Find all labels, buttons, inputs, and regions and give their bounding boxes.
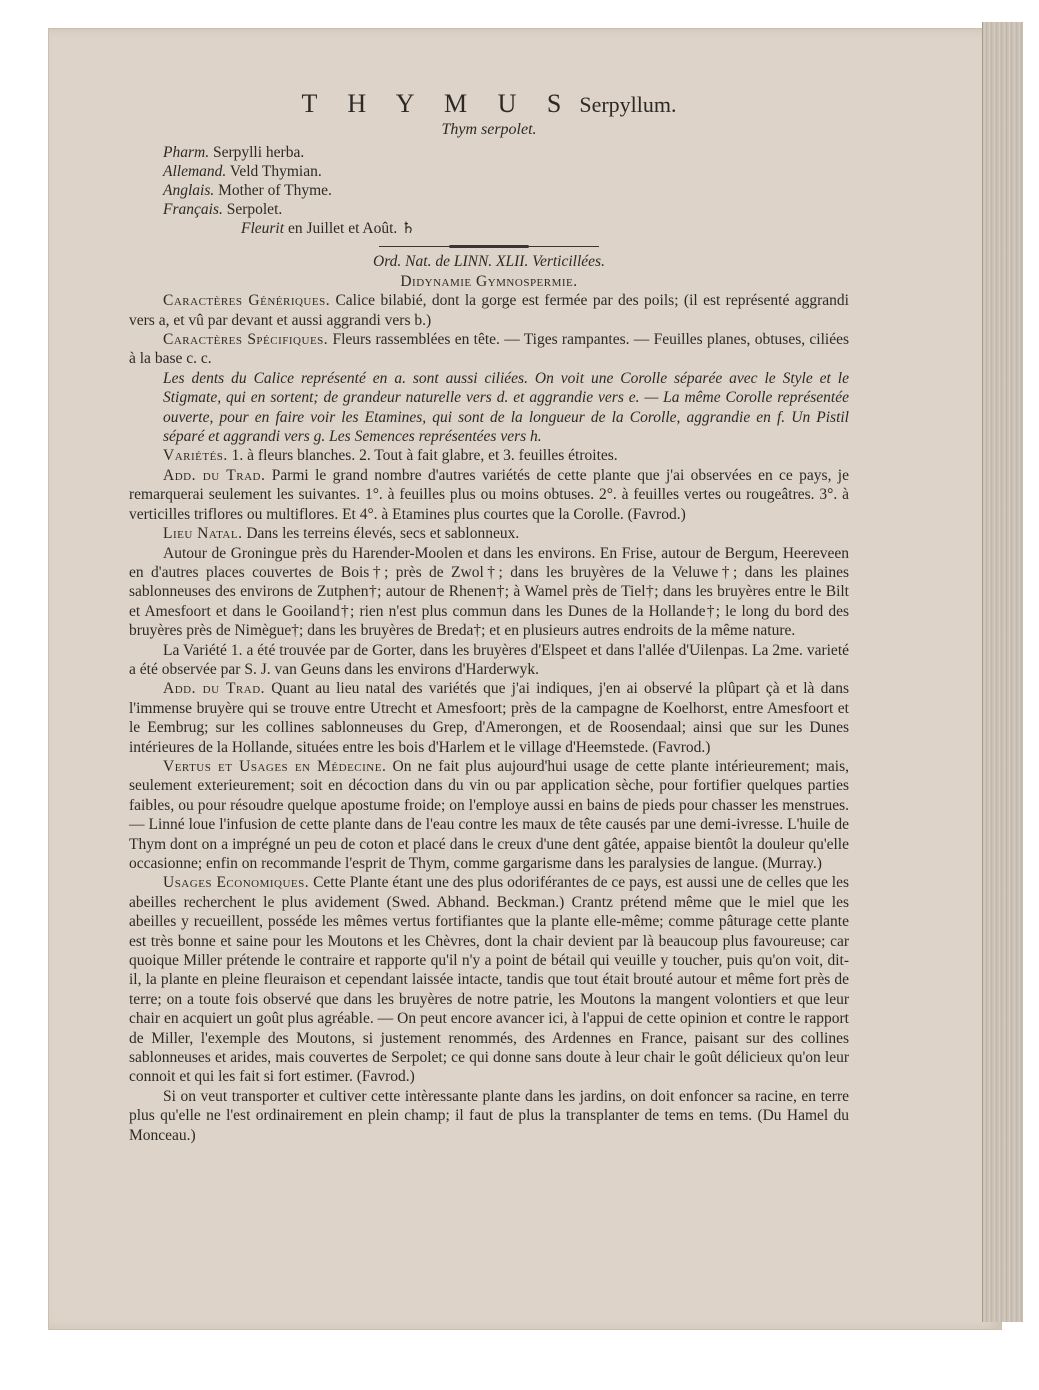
name-row: Anglais. Mother of Thyme. [163,182,332,200]
genus-name: T H Y M U S [301,89,574,118]
varieties: Variétés. 1. à fleurs blanches. 2. Tout à fait glabre, et 3. feuilles étroites. [163,447,618,465]
locations: Autour de Groningue près du Harender-Moolen et dans les environs. En Frise, autour de Bergum, Heereveen en d'autres places couvertes de Bois†; près de Zwol†; dans les bruyères de la Veluwe†; dans les plaines sablonneuses des environs de Zutphen†; autour de Rhenen†; à Wamel près de Tiel†; dans les bruyères entre le Bilt et Amesfoort et dans le Gooiland†; rien n'est plus commun dans les Dunes de la Hollande†; le long du bord des bruyères près de Nimègue†; dans les bruyères de Breda†; et en plusieurs autres endroits de la même nature. [129,544,849,640]
variety-note: La Variété 1. a été trouvée par de Gorter, dans les bruyères d'Elspeet et dans l'allée d'Uilenpas. La 2me. varieté a été observée par S. J. van Geuns dans les environs d'Harderwyk. [129,641,849,678]
name-row: Français. Serpolet. [163,201,283,219]
ornamental-divider [379,244,599,250]
name-row: Allemand. Veld Thymian. [163,163,322,181]
figure-note: Les dents du Calice représenté en a. sont aussi ciliées. On voit une Corolle séparée avec le Style et le Stigmate, qui en sortent; de grandeur naturelle vers d. et aggrandie vers e. — La même Corolle représentée ouverte, pour en faire voir les Etamines, qui sont de la longueur de la Corolle, aggrandie en f. Un Pistil séparé et aggrandi vers g. Les Semences représentées vers h. [163,369,849,446]
translator-addition-1: Add. du Trad. Parmi le grand nombre d'autres variétés de cette plante que j'ai observées en ce pays, je remarquerai seulement les suivantes. 1°. à feuilles plus ou moins obtuses. 2°. à feuilles vertes ou rougeâtres. 3°. à verticilles triflores ou multiflores. Et 4°. à Etamines plus courtes que la Corolle. (Favrod.) [129,466,849,523]
flowering-line: Fleurit en Juillet et Août. ♄ [241,220,416,238]
species-name: Serpyllum. [579,92,677,117]
common-name: Thym serpolet. [441,121,537,138]
book-page [48,28,1002,1330]
linnaean-class: Didynamie Gymnospermie. [400,272,578,290]
name-row: Pharm. Serpylli herba. [163,144,305,162]
page-content [129,49,849,1145]
page-title [129,89,849,120]
page-edges [982,22,1023,1322]
cultivation: Si on veut transporter et cultiver cette intèressante plante dans les jardins, on doit enfoncer sa racine, en terre plus qu'elle ne l'est ordinairement en plein champ; il faut de plus la transplanter de tems en tems. (Du Hamel du Monceau.) [129,1087,849,1144]
vernacular-names [163,143,849,238]
translator-addition-2: Add. du Trad. Quant au lieu natal des variétés que j'ai indiques, j'en ai observé la plûpart çà et là dans l'immense bruyère qui se trouve entre Utrecht et Amesfoort; près de la campagne de Koelhorst, entre Amesfoort et le Eembrug; sur les collines sablonneuses du Grep, d'Amerongen, et de Roosendaal; ainsi que sur les Dunes intérieures de la Hollande, situées entre les bois d'Harlem et le village d'Heemstede. (Favrod.) [129,680,850,756]
specific-characters: Caractères Spécifiques. Fleurs rassemblées en tête. — Tiges rampantes. — Feuilles planes, obtuses, ciliées à la base c. c. [129,331,850,368]
habitat: Lieu Natal. Dans les terreins élevés, secs et sablonneux. [163,525,520,543]
medicinal-uses: Vertus et Usages en Médecine. On ne fait plus aujourd'hui usage de cette plante intérieurement; mais, seulement exterieurement; soit en décoction dans du vin ou par application sèche, pour fortifier quelques parties faibles, ou pour résoudre quelque apostume froide; on l'employe aussi en bains de pieds pour chasser les menstrues. — Linné loue l'infusion de cette plante dans de l'eau contre les maux de tête causés par une demi-ivresse. L'huile de Thym dont on a imprégné un peu de coton et placé dans le creux d'une dent gâtée, appaise bientôt la douleur qu'elle occasionne; enfin on recommande l'esprit de Thym, comme gargarisme dans les paralysies de langue. (Murray.) [129,757,850,872]
natural-order: Ord. Nat. de LINN. XLII. Verticillées. [373,253,605,271]
generic-characters: Caractères Génériques. Calice bilabié, dont la gorge est fermée par des poils; (il est représenté aggrandi vers a, et vû par devant et aussi aggrandi vers b.) [129,292,849,329]
economic-uses: Usages Economiques. Cette Plante étant une des plus odoriférantes de ce pays, est aussi une de celles que les abeilles recherchent le plus avidement (Swed. Abhand. Beckman.) Crantz prétend même que le miel que les abeilles y recueillent, posséde les mêmes vertus fortifiantes que la plante elle-même; comme pâturage cette plante est très bonne et saine pour les Moutons et les Chèvres, dont la chair devient par là beaucoup plus favoureuse; car quoique Miller prétende le contraire et rapporte qu'il n'y a point de bétail qui veuille y toucher, puis qu'on voit, dit-il, la plante en pleine fleuraison et cependant laissée intacte, tandis que tout était brouté autour et même fort près de terre; on a toute fois observé que dans les bruyères de notre patrie, les Moutons la mangent volontiers et que leur chair en acquiert un goût plus agréable. — On peut encore avancer ici, à l'appui de cette opinion et contre le rapport de Miller, l'exemple des Moutons, si justement renommés, des Ardennes en France, paisant sur des collines sablonneuses et arides, mais couvertes de Serpolet; ce qui donne sans doute à leur chair le goût délicieux qu'on leur connoit et qui les fait si fort estimer. (Favrod.) [129,874,850,1086]
